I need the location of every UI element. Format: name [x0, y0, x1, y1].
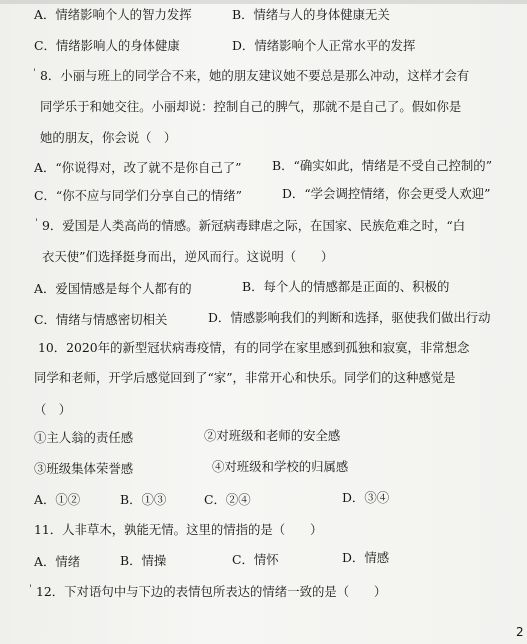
q8-option-c[interactable]: C．“你不应与同学们分享自己的情绪”: [34, 188, 243, 203]
q10-statement-2: ②对班级和老师的安全感: [204, 428, 341, 443]
q10-option-d[interactable]: D．③④: [342, 490, 390, 505]
q10-stem-line-1: 10．2020年的新型冠状病毒疫情，有的同学在家里感到孤独和寂寞，非常想念: [38, 340, 470, 355]
q8-option-b[interactable]: B．“确实如此，情绪是不受自己控制的”: [272, 158, 493, 173]
q7-option-d[interactable]: D．情绪影响个人正常水平的发挥: [232, 38, 416, 53]
q10-stem-line-3: （ ）: [34, 402, 72, 417]
q8-option-d[interactable]: D．“学会调控情绪，你会更受人欢迎”: [282, 186, 491, 201]
q9-stem-line-1: 9．爱国是人类高尚的情感。新冠病毒肆虐之际，在国家、民族危难之时，“白: [42, 218, 466, 233]
q7-option-b[interactable]: B．情绪与人的身体健康无关: [232, 7, 390, 22]
pen-mark-q8: ˈ: [33, 68, 36, 79]
q7-option-a[interactable]: A．情绪影响个人的智力发挥: [34, 7, 192, 22]
q9-option-d[interactable]: D．情感影响我们的判断和选择，驱使我们做出行动: [208, 310, 491, 325]
q11-option-a[interactable]: A．情绪: [34, 554, 81, 569]
page-number: 2: [516, 625, 524, 639]
q8-stem-line-3: 她的朋友，你会说（ ）: [40, 130, 177, 145]
q11-option-b[interactable]: B．情操: [120, 553, 167, 568]
q9-option-c[interactable]: C．情绪与情感密切相关: [34, 312, 168, 327]
q11-option-d[interactable]: D．情感: [342, 550, 390, 565]
q12-stem: 12．下对语句中与下边的表情包所表达的情绪一致的是（ ）: [36, 584, 387, 599]
q9-option-b[interactable]: B．每个人的情感都是正面的、积极的: [242, 279, 450, 294]
q10-option-b[interactable]: B．①③: [120, 492, 167, 507]
q8-option-a[interactable]: A．“你说得对，改了就不是你自己了”: [34, 160, 242, 175]
q11-stem: 11．人非草木，孰能无情。这里的情指的是（ ）: [34, 522, 323, 537]
q8-stem-line-1: 8．小丽与班上的同学合不来，她的朋友建议她不要总是那么冲动，这样才会有: [40, 68, 470, 83]
q9-stem-line-2: 衣天使”们选择挺身而出，逆风而行。这说明（ ）: [42, 249, 334, 264]
q7-option-c[interactable]: C．情绪影响人的身体健康: [34, 38, 180, 53]
q10-option-c[interactable]: C．②④: [204, 492, 251, 507]
pen-mark-q12: ˈ: [29, 584, 32, 595]
q10-statement-3: ③班级集体荣誉感: [34, 461, 134, 476]
q10-stem-line-2: 同学和老师，开学后感觉回到了“家”，非常开心和快乐。同学们的这种感觉是: [34, 370, 456, 385]
q9-option-a[interactable]: A．爱国情感是每个人都有的: [34, 281, 192, 296]
q10-statement-1: ①主人翁的责任感: [34, 430, 134, 445]
q8-stem-line-2: 同学乐于和她交往。小丽却说：控制自己的脾气，那就不是自己了。假如你是: [40, 99, 462, 114]
q10-statement-4: ④对班级和学校的归属感: [212, 459, 349, 474]
q10-option-a[interactable]: A．①②: [34, 492, 81, 507]
page-top-edge: [0, 0, 527, 4]
pen-mark-q9: ˈ: [35, 218, 38, 229]
q11-option-c[interactable]: C．情怀: [232, 552, 279, 567]
